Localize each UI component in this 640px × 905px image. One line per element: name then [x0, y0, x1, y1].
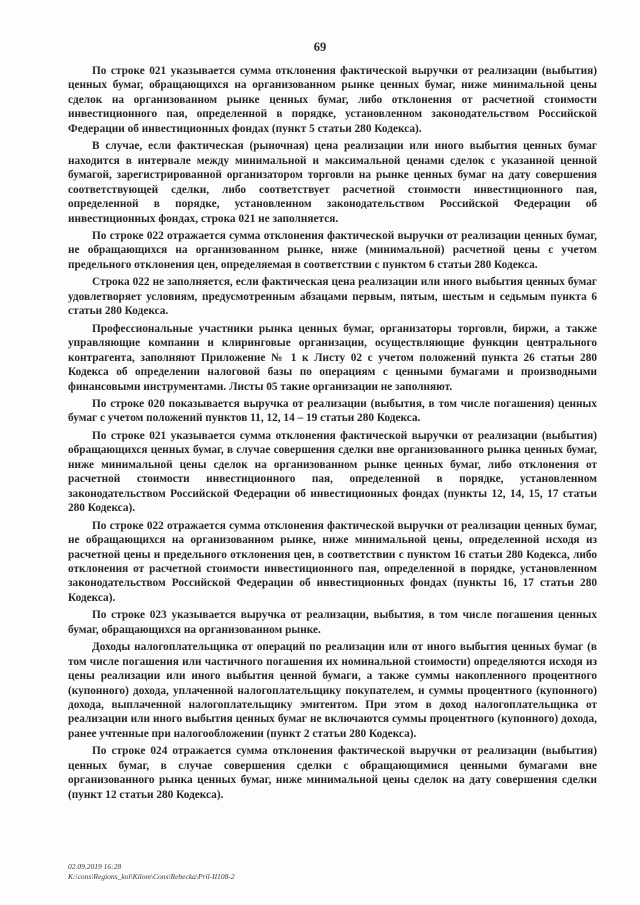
paragraph: Строка 022 не заполняется, если фактическая цена реализации или иного выбытия ценных бумаг удовлетворяет условиям, предусмотренным абзацами первым, пятым, шестым и седьмым пункта 6 статьи 280 Кодекса.	[68, 276, 597, 318]
paragraph: В случае, если фактическая (рыночная) цена реализации или иного выбытия ценных бумаг находится в интервале между минимальной и максимальной ценами сделок с указанной ценной бумагой, зарегистрированной организатором торговли на рынке ценных бумаг на дату совершения соответствующей сделки, либо соответствует расчетной стоимости инвестиционного пая, определенной в порядке, установленном законодательством Российской Федерации об инвестиционных фондах, строка 021 не заполняется.	[68, 140, 597, 225]
paragraph: По строке 021 указывается сумма отклонения фактической выручки от реализации (выбытия) обращающихся ценных бумаг, в случае совершения сделки вне организованного рынка ценных бумаг, ниже минимальной цены сделок на организованном рынке ценных бумаг, либо отклонения от расчетной стоимости инвестиционного пая, определенной в порядке, установленном законодательством Российской Федерации об инвестиционных фондах (пункты 12, 14, 15, 17 статьи 280 Кодекса).	[68, 429, 597, 515]
paragraph: По строке 022 отражается сумма отклонения фактической выручки от реализации ценных бумаг, не обращающихся на организованном рынке, ниже минимальной цены, определенной исходя из расчетной цены и предельного отклонения цен, в соответствии с пунктом 16 статьи 280 Кодекса, либо отклонения от расчетной стоимости инвестиционного пая, определенной в порядке, установленном законодательством Российской Федерации об инвестиционных фондах (пункты 16, 17 статьи 280 Кодекса).	[68, 519, 597, 604]
paragraph: По строке 021 указывается сумма отклонения фактической выручки от реализации (выбытия) ценных бумаг, обращающихся на организованном рынке ценных бумаг, ниже минимальной цены сделок на организованном рынке ценных бумаг, либо отклонения от расчетной стоимости инвестиционного пая, определенной в порядке, установленном законодательством Российской Федерации об инвестиционных фондах (пункт 5 статьи 280 Кодекса).	[68, 65, 597, 135]
paragraph: По строке 024 отражается сумма отклонения фактической выручки от реализации (выбытия) ценных бумаг, в случае совершения сделки с обращающимися ценными бумагами вне организованного рынка ценных бумаг, ниже минимальной цены сделок на дату совершения сделки (пункт 12 статьи 280 Кодекса).	[68, 745, 597, 801]
paragraph: По строке 022 отражается сумма отклонения фактической выручки от реализации ценных бумаг, не обращающихся на организованном рынке, ниже (минимальной) расчетной цены с учетом предельного отклонения цен, определяемая в соответствии с пунктом 6 статьи 280 Кодекса.	[68, 229, 597, 271]
page-number: 69	[313, 40, 327, 54]
footer-timestamp: 02.09.2019 16:28	[68, 862, 122, 871]
paragraph: Доходы налогоплательщика от операций по реализации или от иного выбытия ценных бумаг (в том числе погашения или частичного погашения их номинальной стоимости) определяются исходя из цены реализации или иного выбытия ценной бумаги, а также суммы накопленного процентного (купонного) дохода, уплаченной налогоплательщику покупателем, и суммы процентного (купонного) дохода, выплаченной налогоплательщику эмитентом. При этом в доход налогоплательщика от реализации или иного выбытия ценных бумаг не включаются суммы процентного (купонного) дохода, ранее учтенные при налогообложении (пункт 2 статьи 280 Кодекса).	[68, 641, 597, 740]
document-body	[68, 64, 597, 805]
footer-file-path: K:\cons\Regions_kol\Kilom\Cons\Rebecka\Pril-II108-2	[68, 872, 235, 881]
paragraph: По строке 023 указывается выручка от реализации, выбытия, в том числе погашения ценных бумаг, обращающихся на организованном рынке.	[68, 609, 597, 636]
paragraph: Профессиональные участники рынка ценных бумаг, организаторы торговли, биржи, а также управляющие компании и клиринговые организации, осуществляющие функции центрального контрагента, заполняют Приложение № 1 к Листу 02 с учетом положений пункта 26 статьи 280 Кодекса об определении налоговой базы по операциям с ценными бумагами и производными финансовыми инструментами. Листы 05 такие организации не заполняют.	[68, 322, 597, 393]
paragraph: По строке 020 показывается выручка от реализации (выбытия, в том числе погашения) ценных бумаг с учетом положений пунктов 11, 12, 14 – 19 статьи 280 Кодекса.	[68, 397, 597, 425]
page-footer	[68, 862, 235, 882]
